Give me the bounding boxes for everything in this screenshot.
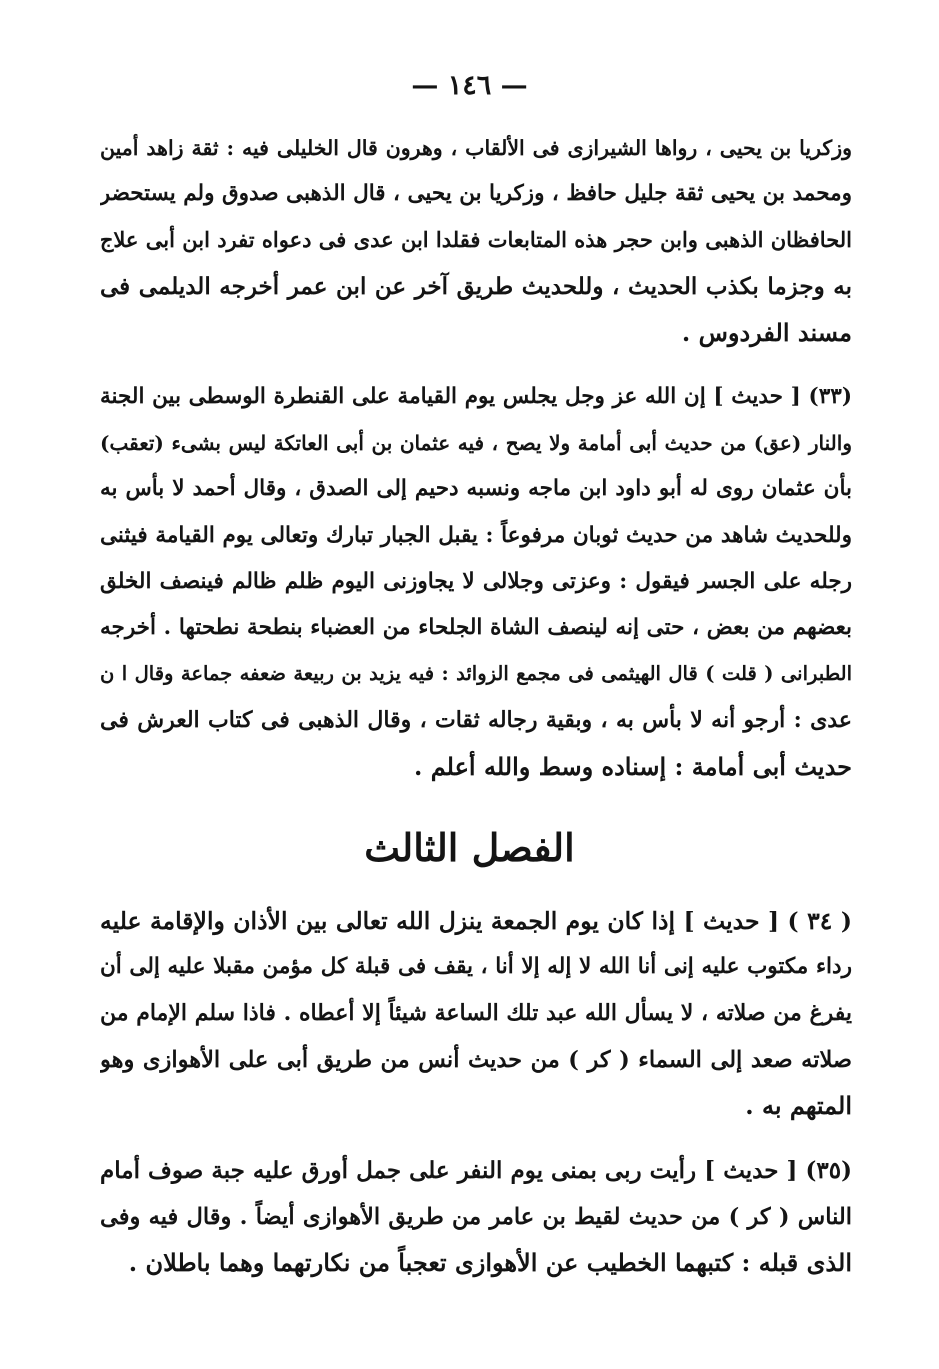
paragraph-hadith-34 bbox=[100, 898, 852, 1129]
text-line: (٣٥) [ حديث ] رأيت ربى بمنى يوم النفر على جمل أورق عليه جبة صوف أمام bbox=[100, 1157, 852, 1184]
text-line: به وجزما بكذب الحديث ، وللحديث طريق آخر عن ابن عمر أخرجه الديلمى فى bbox=[100, 272, 852, 300]
text-line: الحافظان الذهبى وابن حجر هذه المتابعات فقلدا ابن عدى فى دعواه تفرد ابن أبى علاج bbox=[100, 227, 852, 253]
text-line: صلاته صعد إلى السماء ( كر ) من حديث أنس من طريق أبى على الأهوازى وهو bbox=[100, 1046, 852, 1073]
text-line: وزكريا بن يحيى ، رواها الشيرازى فى الألقاب ، وهرون قال الخليلى فيه : ثقة زاهد أمين bbox=[100, 136, 852, 160]
text-line: المتهم به . bbox=[745, 1090, 852, 1120]
text-line: والنار (عق) من حديث أبى أمامة ولا يصح ، فيه عثمان بن أبى العاتكة ليس بشىء (تعقب) bbox=[100, 431, 852, 456]
text-line: الناس ( كر ) من حديث لقيط بن عامر من طريق الأهوازى أيضاً . وقال فيه وفى bbox=[100, 1204, 852, 1231]
text-line: الطبرانى ( قلت ) قال الهيثمى فى مجمع الزوائد : فيه يزيد بن ربيعة ضعفه جماعة وقال ا ن bbox=[100, 662, 852, 686]
text-line: رجله على الجسر فيقول : وعزتى وجلالى لا يجاوزنى اليوم ظلم ظالم فينصف الخلق bbox=[100, 568, 852, 594]
page-number: — ١٤٦ — bbox=[411, 70, 528, 101]
section-heading: الفصل الثالث bbox=[364, 825, 575, 870]
text-line: الذى قبله : كتبهما الخطيب عن الأهوازى تعجباً من نكارتهما وهما باطلان . bbox=[128, 1248, 852, 1278]
text-line: رداء مكتوب عليه إنى أنا الله لا إله إلا أنا ، يقف فى قبلة كل مؤمن مقبلا عليه إلى أن bbox=[100, 954, 852, 980]
text-line: مسند الفردوس . bbox=[681, 317, 852, 347]
paragraph-continuation bbox=[100, 125, 852, 356]
text-line: بعضهم من بعض ، حتى إنه لينصف الشاة الجلحاء من العضباء بنطحة نطحتها . أخرجه bbox=[100, 614, 852, 640]
text-line: ( ٣٤ ) [ حديث ] إذا كان يوم الجمعة ينزل الله تعالى بين الأذان والإقامة عليه bbox=[100, 907, 852, 935]
paragraph-hadith-35 bbox=[100, 1148, 852, 1287]
text-line: حديث أبى أمامة : إسناده وسط والله أعلم . bbox=[413, 751, 852, 781]
text-line: ومحمد بن يحيى ثقة جليل حافظ ، وزكريا بن يحيى ، قال الذهبى صدوق ولم يستحضر bbox=[100, 181, 852, 207]
text-line: وللحديث شاهد من حديث ثوبان مرفوعاً : يقبل الجبار تبارك وتعالى يوم القيامة فيثنى bbox=[100, 522, 852, 548]
text-line: بأن عثمان روى له أبو داود ابن ماجه ونسبه دحيم إلى الصدق ، وقال أحمد لا بأس به bbox=[100, 476, 852, 502]
text-line: يفرغ من صلاته ، لا يسأل الله عبد تلك الساعة شيئاً إلا أعطاه . فاذا سلم الإمام من bbox=[100, 1000, 852, 1027]
text-line: (٣٣) [ حديث ] إن الله عز وجل يجلس يوم القيامة على القنطرة الوسطى بين الجنة bbox=[100, 384, 852, 409]
text-line: عدى : أرجو أنه لا بأس به ، وبقية رجاله ثقات ، وقال الذهبى فى كتاب العرش فى bbox=[100, 707, 852, 734]
paragraph-hadith-33 bbox=[100, 374, 852, 790]
